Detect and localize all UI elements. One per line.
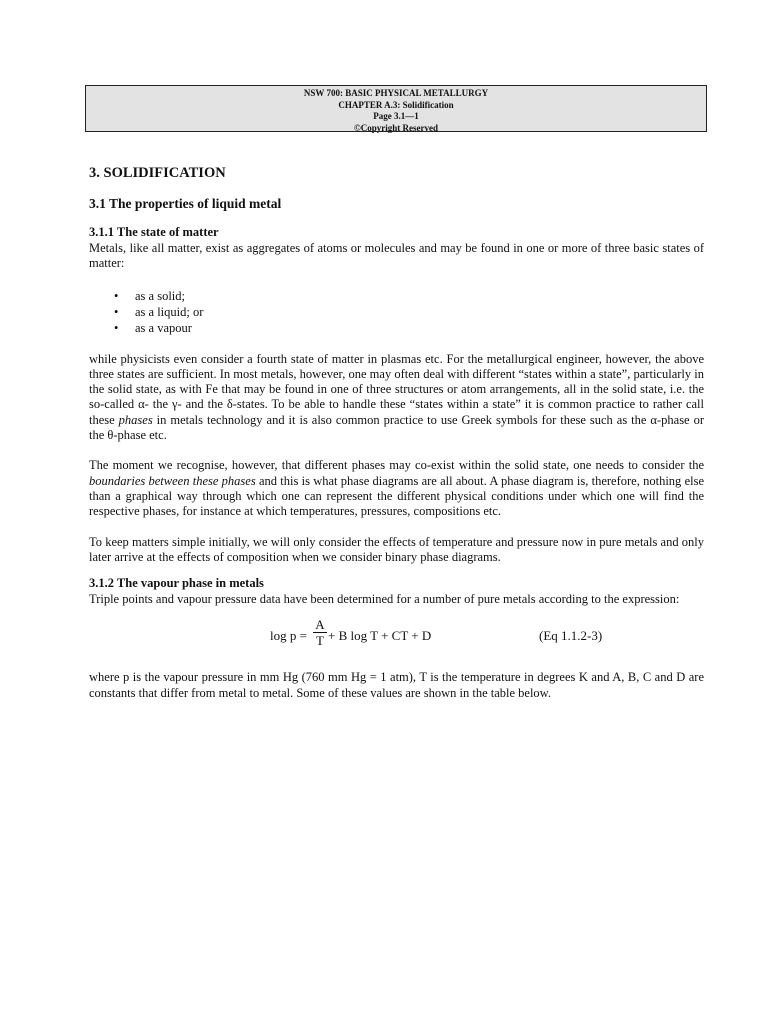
list-item: • as a vapour xyxy=(114,320,192,335)
subsection-title-3-1-1: 3.1.1 The state of matter xyxy=(89,225,219,239)
fraction-denominator: T xyxy=(316,633,324,649)
boundaries-emphasis: boundaries between these phases xyxy=(89,473,256,488)
equation-rhs: + B log T + CT + D xyxy=(328,628,432,644)
states-of-matter-list xyxy=(89,288,704,336)
subsection-title-3-1-2: 3.1.2 The vapour phase in metals xyxy=(89,576,264,591)
bullet-icon: • xyxy=(114,304,119,319)
equation-lhs: log p = xyxy=(270,628,307,644)
list-item: • as a liquid; or xyxy=(114,304,204,319)
document-header xyxy=(85,85,707,132)
paragraph-phase-boundaries: The moment we recognise, however, that different phases may co-exist within the solid state, one needs to consider the boundaries between these phases and this is what phase diagrams are all about. A phase diagram is, therefore, nothing else than a graphical way through which one can represent the different physical conditions under which one will find the respective phases, for instance at which temperatures, pressures, compositions etc. xyxy=(89,458,704,519)
header-chapter: CHAPTER A.3: Solidification xyxy=(338,99,454,110)
phases-emphasis: phases xyxy=(118,412,153,427)
vapour-pressure-equation xyxy=(89,617,704,657)
header-copyright: ©Copyright Reserved xyxy=(354,122,438,133)
paragraph-keep-simple: To keep matters simple initially, we will only consider the effects of temperature and pressure now in pure metals and only later arrive at the effects of composition when we consider binary phase diagrams. xyxy=(89,534,704,564)
section-title-3-1: 3.1 The properties of liquid metal xyxy=(89,196,282,211)
list-item: • as a solid; xyxy=(114,288,185,303)
chapter-title: 3. SOLIDIFICATION xyxy=(89,165,226,181)
header-page-number: Page 3.1—1 xyxy=(373,111,419,121)
header-course-title: NSW 700: BASIC PHYSICAL METALLURGY xyxy=(303,88,489,98)
paragraph-states-intro: Metals, like all matter, exist as aggregates of atoms or molecules and may be found in one or more of three basic states of matter: xyxy=(89,241,704,271)
equation-number: (Eq 1.1.2-3) xyxy=(539,628,603,644)
paragraph-where: where p is the vapour pressure in mm Hg (760 mm Hg = 1 atm), T is the temperature in degrees K and A, B, C and D are constants that differ from metal to metal. Some of these values are shown in the table below. xyxy=(89,670,704,700)
bullet-icon: • xyxy=(114,320,119,335)
equation-fraction xyxy=(313,617,327,648)
document-body xyxy=(89,163,704,701)
paragraph-phases: while physicists even consider a fourth state of matter in plasmas etc. For the metallurgical engineer, however, the above three states are sufficient. In most metals, however, one may often deal with different “states within a state”, particularly in the solid state, as with Fe that may be found in one of three structures or atom arrangements, all in the solid state, i.e. the so-called α- the γ- and the δ-states. To be able to handle these “states within a state” it is common practice to rather call these phases in metals technology and it is also common practice to use Greek symbols for these such as the α-phase or the θ-phase etc. xyxy=(89,351,704,443)
paragraph-vapour-intro: Triple points and vapour pressure data have been determined for a number of pure metals according to the expression: xyxy=(89,592,680,607)
bullet-icon: • xyxy=(114,288,119,303)
fraction-numerator: A xyxy=(313,617,327,633)
